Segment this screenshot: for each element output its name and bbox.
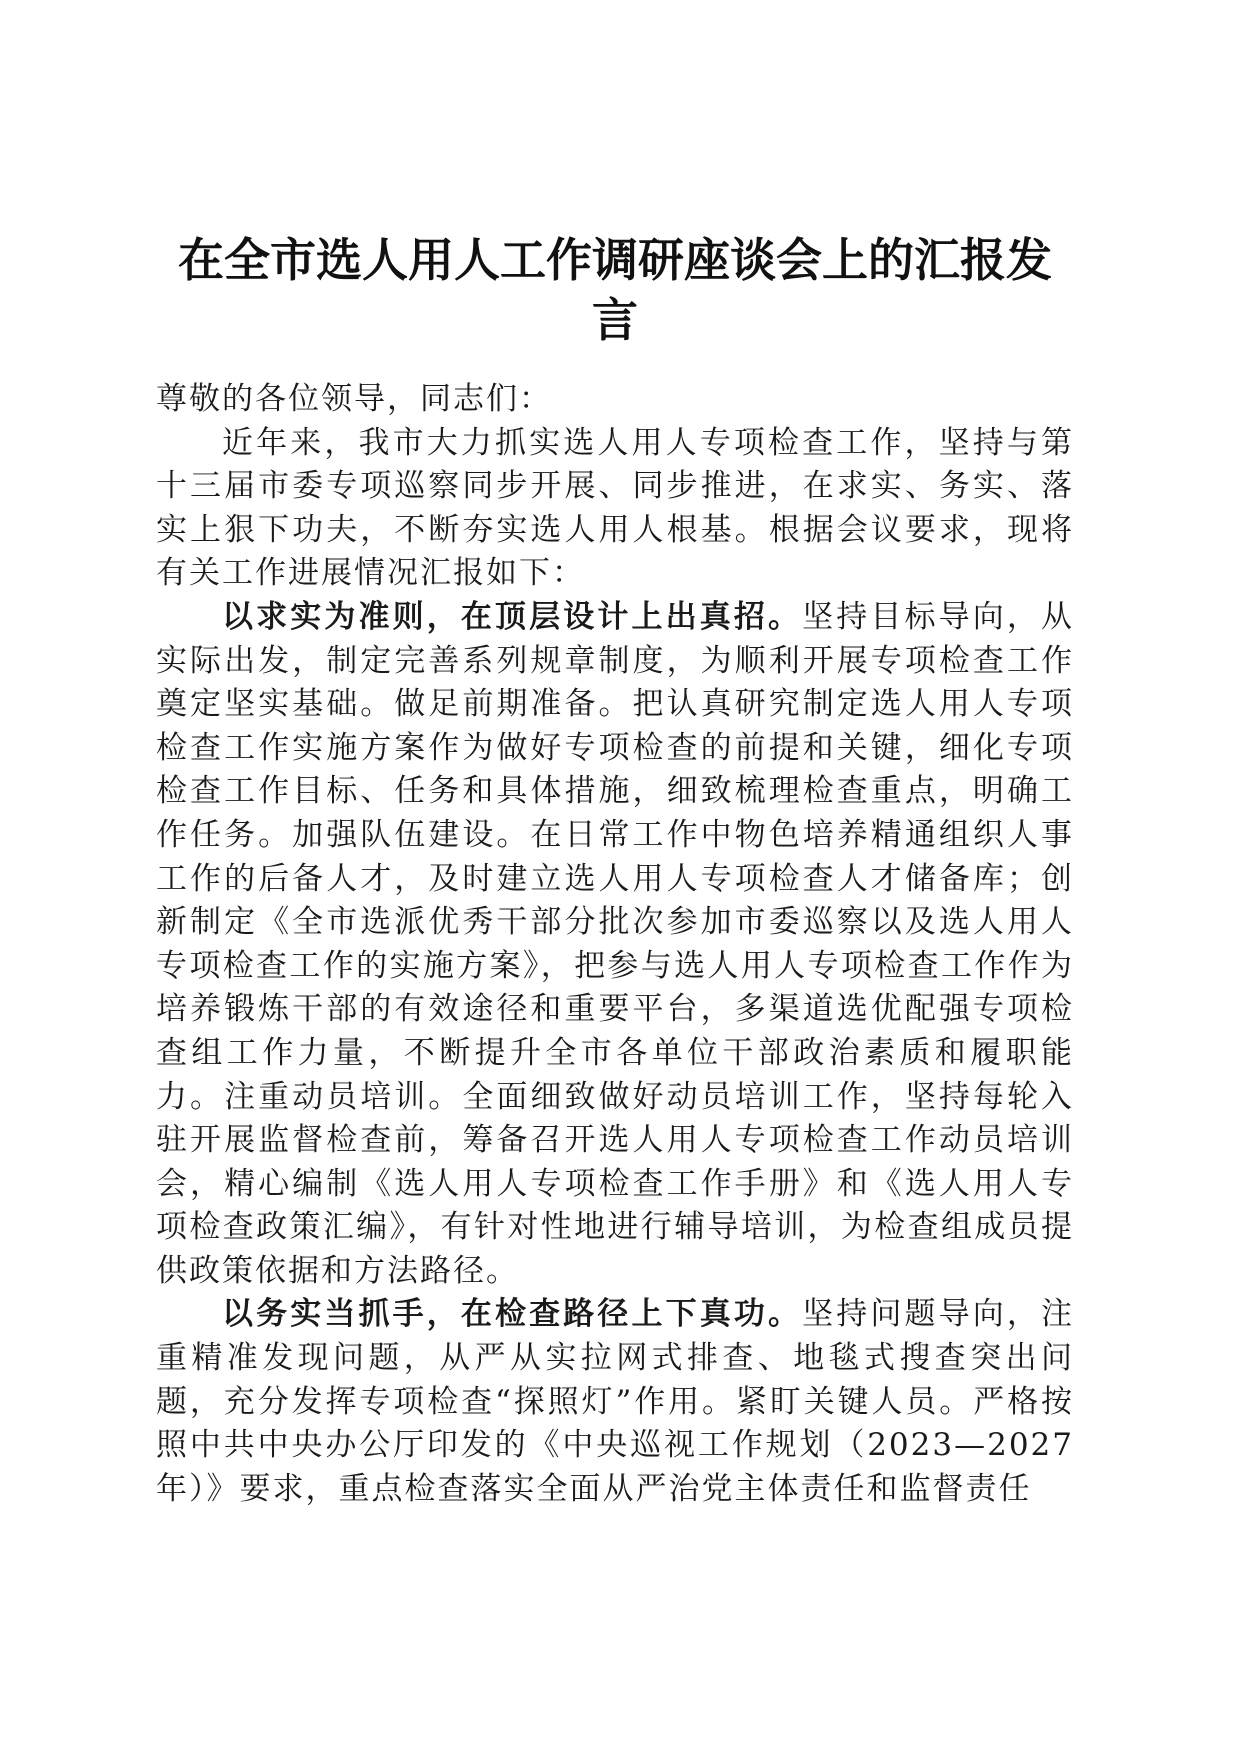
intro-paragraph: 近年来，我市大力抓实选人用人专项检查工作，坚持与第十三届市委专项巡察同步开展、同步推进，在求实、务实、落实上狠下功夫，不断夯实选人用人根基。根据会议要求，现将有关工作进展情况汇报如下：	[156, 424, 1074, 592]
section-1-lead: 以求实为准则，在顶层设计上出真招。	[222, 598, 803, 635]
document-body	[156, 378, 1074, 1511]
section-1-text: 坚持目标导向，从实际出发，制定完善系列规章制度，为顺利开展专项检查工作奠定坚实基础。做足前期准备。把认真研究制定选人用人专项检查工作实施方案作为做好专项检查的前提和关键，细化专项检查工作目标、任务和具体措施，细致梳理检查重点，明确工作任务。加强队伍建设。在日常工作中物色培养精通组织人事工作的后备人才，及时建立选人用人专项检查人才储备库；创新制定《全市选派优秀干部分批次参加市委巡察以及选人用人专项检查工作的实施方案》，把参与选人用人专项检查工作作为培养锻炼干部的有效途径和重要平台，多渠道选优配强专项检查组工作力量，不断提升全市各单位干部政治素质和履职能力。注重动员培训。全面细致做好动员培训工作，坚持每轮入驻开展监督检查前，筹备召开选人用人专项检查工作动员培训会，精心编制《选人用人专项检查工作手册》和《选人用人专项检查政策汇编》，有针对性地进行辅导培训，为检查组成员提供政策依据和方法路径。	[156, 598, 1074, 1289]
document-title: 在全市选人用人工作调研座谈会上的汇报发言	[178, 233, 1052, 347]
section-2-text: 坚持问题导向，注重精准发现问题，从严从实拉网式排查、地毯式搜查突出问题，充分发挥专项检查“探照灯”作用。紧盯关键人员。严格按照中共中央办公厅印发的《中央巡视工作规划（2023—2027年）》要求，重点检查落实全面从严治党主体责任和监督责任	[156, 1296, 1074, 1507]
salutation: 尊敬的各位领导，同志们：	[156, 381, 552, 417]
section-1-paragraph	[156, 596, 1074, 1294]
section-2-paragraph	[156, 1293, 1074, 1511]
section-2-lead: 以务实当抓手，在检查路径上下真功。	[222, 1296, 803, 1333]
